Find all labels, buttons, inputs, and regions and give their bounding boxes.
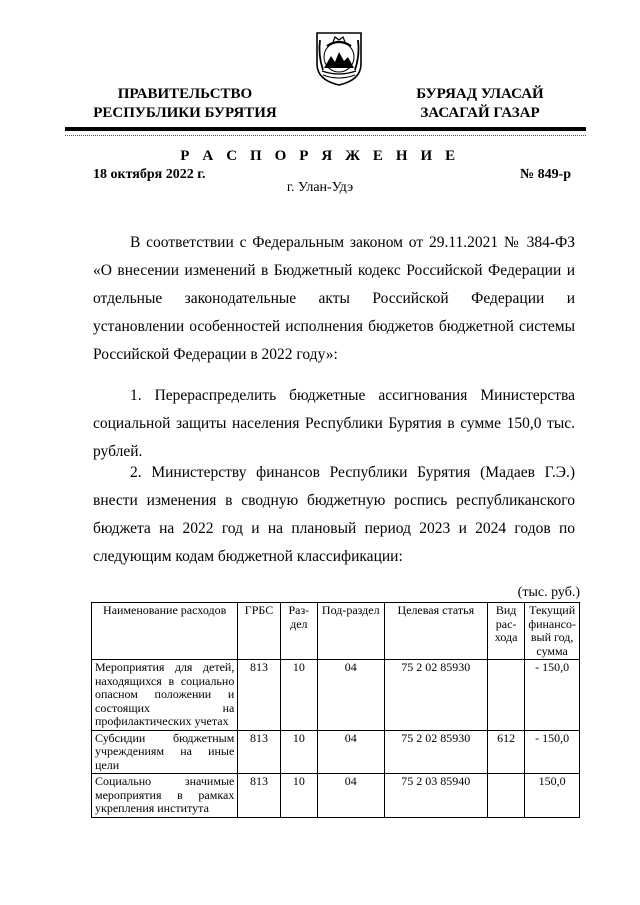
header-rule-dotted: [65, 135, 586, 136]
cell-name: Мероприятия для детей, находящихся в социально опасном положении и состоящих на профилактических учетах: [92, 660, 238, 731]
table-row: [92, 660, 580, 731]
header-podrazdel: Под-раздел: [317, 603, 384, 660]
header-razdel: Раз-дел: [280, 603, 317, 660]
org-left-line-1: ПРАВИТЕЛЬСТВО: [117, 86, 253, 102]
coat-of-arms-icon: [314, 30, 364, 87]
cell-podrazdel: 04: [317, 774, 384, 818]
header-celevaya: Целевая статья: [384, 603, 487, 660]
cell-name: Социально значимые мероприятия в рамках укрепления института: [92, 774, 238, 818]
header-grbs: ГРБС: [238, 603, 280, 660]
paragraph-preamble: В соответствии с Федеральным законом от 29.11.2021 № 384-ФЗ «О внесении изменений в Бюджетный кодекс Российской Федерации и отдельные законодательные акты Российской Федерации и установлении особенностей исполнения бюджетов бюджетной системы Российской Федерации в 2022 году»:: [93, 234, 575, 363]
org-right-line-2: ЗАСАГАЙ ГАЗАР: [420, 105, 540, 121]
cell-grbs: 813: [238, 730, 280, 774]
cell-summa: - 150,0: [525, 660, 580, 731]
org-name-left: [80, 85, 290, 123]
cell-grbs: 813: [238, 660, 280, 731]
table-row: [92, 774, 580, 818]
org-left-line-2: РЕСПУБЛИКИ БУРЯТИЯ: [93, 105, 277, 121]
table-header-row: [92, 603, 580, 660]
org-name-right: [405, 85, 555, 123]
cell-razdel: 10: [280, 660, 317, 731]
table-row: [92, 730, 580, 774]
document-number: № 849-р: [520, 167, 572, 182]
paragraph-item-2: 2. Министерству финансов Республики Бурятия (Мадаев Г.Э.) внести изменения в сводную бюджетную роспись республиканского бюджета на 2022 год и на плановый период 2023 и 2024 годов по следующим кодам бюджетной классификации:: [93, 464, 575, 565]
header-rule-thick: [65, 127, 586, 131]
cell-vid: [487, 774, 524, 818]
document-date: 18 октября 2022 г.: [93, 167, 206, 182]
cell-celevaya: 75 2 02 85930: [384, 730, 487, 774]
cell-razdel: 10: [280, 774, 317, 818]
paragraph-item-1: 1. Перераспределить бюджетные ассигнования Министерства социальной защиты населения Республики Бурятия в сумме 150,0 тыс. рублей.: [93, 387, 575, 460]
org-right-line-1: БУРЯАД УЛАСАЙ: [416, 86, 544, 102]
cell-razdel: 10: [280, 730, 317, 774]
cell-podrazdel: 04: [317, 660, 384, 731]
cell-vid: [487, 660, 524, 731]
cell-celevaya: 75 2 03 85940: [384, 774, 487, 818]
cell-vid: 612: [487, 730, 524, 774]
document-city: г. Улан-Удэ: [286, 180, 354, 195]
cell-summa: 150,0: [525, 774, 580, 818]
header-vid: Вид рас-хода: [487, 603, 524, 660]
cell-summa: - 150,0: [525, 730, 580, 774]
cell-celevaya: 75 2 02 85930: [384, 660, 487, 731]
budget-table: [91, 602, 580, 818]
cell-grbs: 813: [238, 774, 280, 818]
document-title: Р А С П О Р Я Ж Е Н И Е: [180, 148, 460, 164]
table-unit-label: (тыс. руб.): [517, 585, 580, 600]
cell-podrazdel: 04: [317, 730, 384, 774]
header-name: Наименование расходов: [92, 603, 238, 660]
header-summa: Текущий финансо-вый год, сумма: [525, 603, 580, 660]
cell-name: Субсидии бюджетным учреждениям на иные цели: [92, 730, 238, 774]
